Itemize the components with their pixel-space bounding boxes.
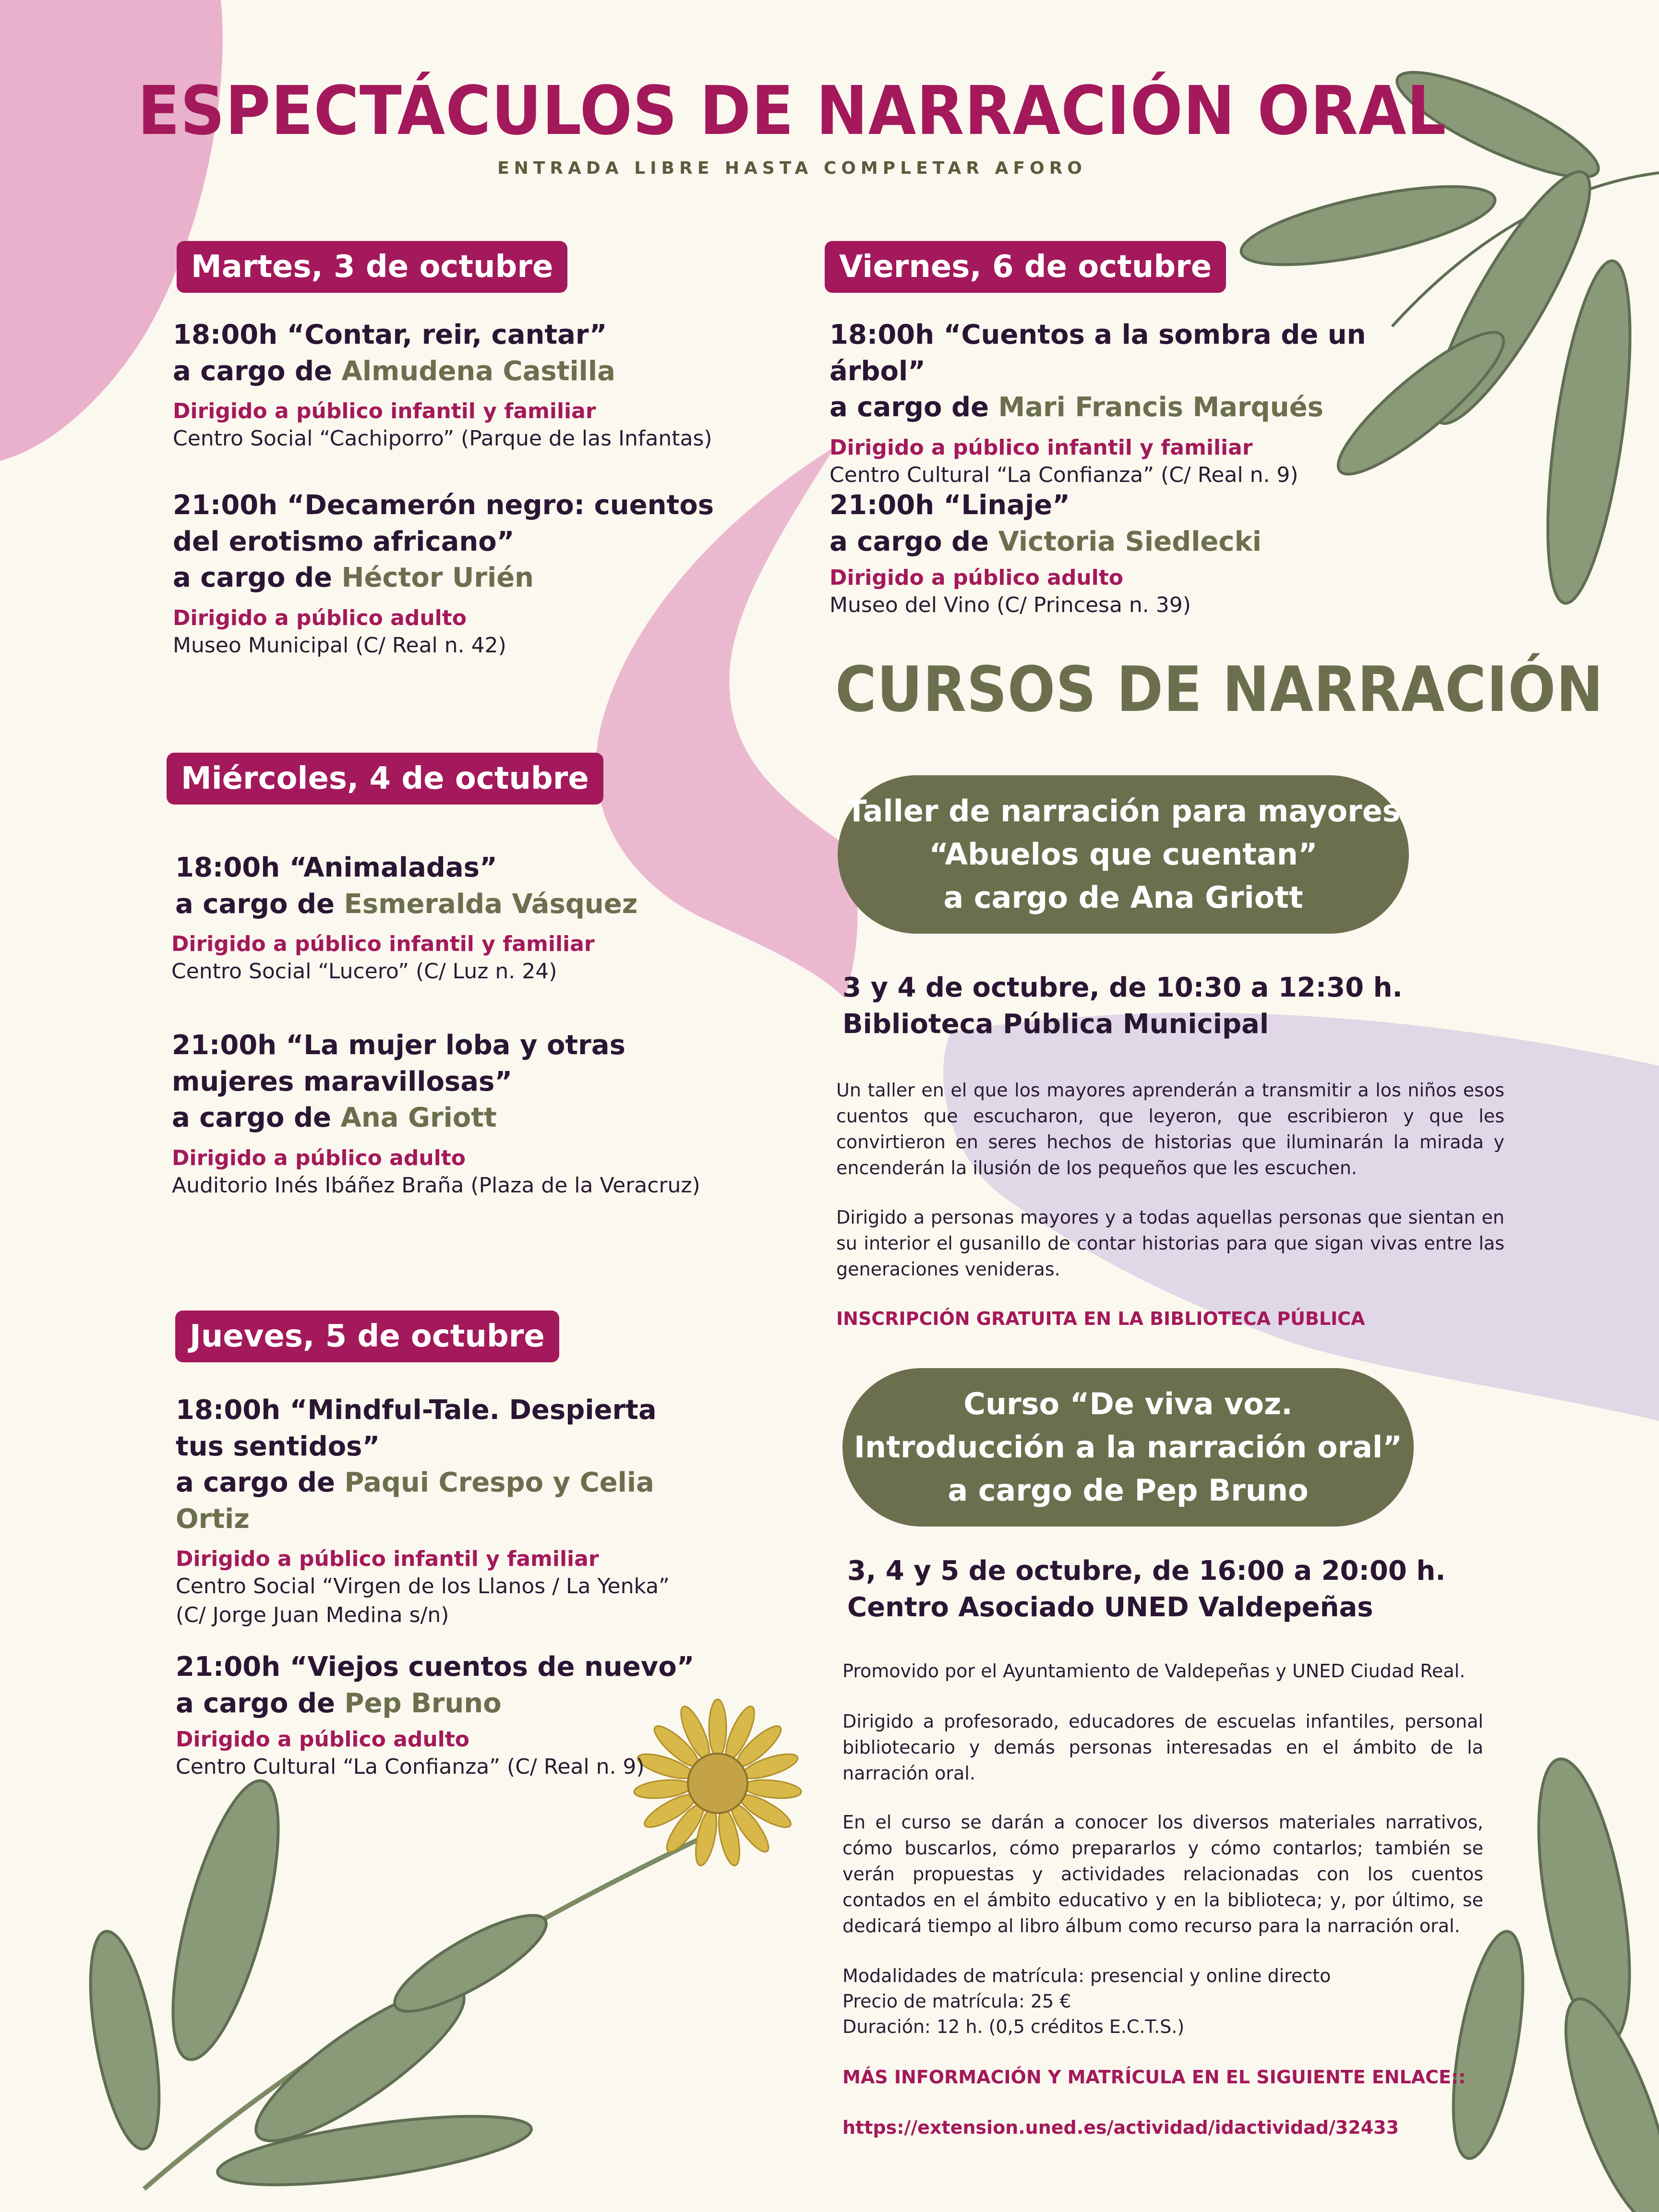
curso-more-info: MÁS INFORMACIÓN Y MATRÍCULA EN EL SIGUIENTE ENLACE:: <box>842 2067 1466 2088</box>
day-badge-viernes: Viernes, 6 de octubre <box>825 241 1226 293</box>
event-time-title: 21:00h “Linaje” <box>830 490 1070 521</box>
event-place: Centro Cultural “La Confianza” (C/ Real n. 9) <box>176 1755 645 1779</box>
taller-description: Un taller en el que los mayores aprenderán a transmitir a los niños esos cuentos que escucharon, que leyeron, que escribieron y que les convirtieron en seres hechos de historias que iluminarán la mirada y encenderán la ilusión de los pequeños que les escuchen. <box>836 1080 1504 1178</box>
event-time-title: 18:00h “Contar, reir, cantar” <box>173 319 607 350</box>
curso-modalidades: Modalidades de matrícula: presencial y online directo <box>842 1965 1331 1986</box>
event-performer: Mari Francis Marqués <box>998 392 1323 423</box>
event-performer-line: a cargo de Héctor Urién <box>173 562 534 594</box>
event-performer: Ana Griott <box>340 1102 497 1134</box>
event-audience: Dirigido a público adulto <box>830 565 1123 590</box>
event-performer: Héctor Urién <box>341 562 534 594</box>
plant-bottom-left <box>77 1771 710 2199</box>
event-performer-line: a cargo de Pep Bruno <box>176 1687 502 1719</box>
event-jueves-1800 <box>176 1392 713 1629</box>
event-performer-line: a cargo de Paqui Crespo y Celia Ortiz <box>176 1467 654 1535</box>
event-audience: Dirigido a público adulto <box>176 1727 469 1752</box>
event-audience: Dirigido a público infantil y familiar <box>830 435 1253 460</box>
event-martes-1800 <box>173 317 749 453</box>
event-viernes-2100 <box>830 487 1454 620</box>
taller-pill-line-3: a cargo de Ana Griott <box>943 879 1303 915</box>
event-place: Auditorio Inés Ibáñez Braña (Plaza de la Veracruz) <box>172 1173 700 1198</box>
curso-details <box>842 1963 1483 2040</box>
event-place: Centro Cultural “La Confianza” (C/ Real n. 9) <box>830 462 1298 487</box>
curso-audience: Dirigido a profesorado, educadores de escuelas infantiles, personal bibliotecario y demás personas interesadas en el ámbito de la narración oral. <box>842 1711 1483 1784</box>
event-place: Centro Social “Lucero” (C/ Luz n. 24) <box>171 959 557 984</box>
curso-when: 3, 4 y 5 de octubre, de 16:00 a 20:00 h. <box>847 1555 1446 1587</box>
curso-pill <box>842 1368 1414 1527</box>
curso-schedule <box>847 1553 1445 1625</box>
event-time-title: 21:00h “Viejos cuentos de nuevo” <box>176 1651 695 1683</box>
event-performer-line: a cargo de Mari Francis Marqués <box>830 392 1323 423</box>
event-performer-line: a cargo de Esmeralda Vásquez <box>175 888 638 920</box>
event-performer-line: a cargo de Victoria Siedlecki <box>830 526 1262 557</box>
event-audience: Dirigido a público adulto <box>172 1145 466 1170</box>
taller-where: Biblioteca Pública Municipal <box>842 1008 1269 1040</box>
taller-signup: INSCRIPCIÓN GRATUITA EN LA BIBLIOTECA PÚBLICA <box>836 1308 1365 1329</box>
event-time-title: 21:00h “La mujer loba y otras mujeres maravillosas” <box>172 1030 625 1097</box>
curso-link[interactable]: https://extension.uned.es/actividad/idactividad/32433 <box>842 2117 1399 2138</box>
event-place: Museo del Vino (C/ Princesa n. 39) <box>830 593 1191 618</box>
day-badge-jueves: Jueves, 5 de octubre <box>175 1310 559 1362</box>
page-title: ESPECTÁCULOS DE NARRACIÓN ORAL <box>137 72 1447 150</box>
event-audience: Dirigido a público infantil y familiar <box>171 932 595 957</box>
event-performer: Paqui Crespo y Celia Ortiz <box>176 1467 654 1535</box>
event-performer: Pep Bruno <box>344 1687 502 1719</box>
event-viernes-1800 <box>830 317 1454 489</box>
curso-where: Centro Asociado UNED Valdepeñas <box>847 1591 1373 1623</box>
event-performer-line: a cargo de Almudena Castilla <box>173 355 615 387</box>
curso-precio: Precio de matrícula: 25 € <box>842 1991 1071 2012</box>
event-time-title: 18:00h “Mindful-Tale. Despierta tus sentidos” <box>176 1395 657 1462</box>
event-jueves-2100 <box>176 1649 752 1781</box>
curso-description: En el curso se darán a conocer los diversos materiales narrativos, cómo buscarlos, cómo prepararlos y cómo contarlos; también se verán propuestas y actividades relacionadas con los cuentos contados en el ámbito educativo y en la biblioteca; y, por último, se dedicará tiempo al libro álbum como recurso para la narración oral. <box>842 1812 1483 1936</box>
event-miercoles-1800 <box>171 850 751 986</box>
taller-pill-line-1: Taller de narración para mayores <box>846 793 1400 829</box>
curso-promoter: Promovido por el Ayuntamiento de Valdepeñas y UNED Ciudad Real. <box>842 1660 1466 1682</box>
curso-duracion: Duración: 12 h. (0,5 créditos E.C.T.S.) <box>842 2016 1185 2038</box>
event-audience: Dirigido a público infantil y familiar <box>176 1547 599 1572</box>
event-performer-line: a cargo de Ana Griott <box>172 1102 497 1134</box>
event-miercoles-2100 <box>172 1027 729 1200</box>
taller-when: 3 y 4 de octubre, de 10:30 a 12:30 h. <box>842 972 1403 1003</box>
event-time-title: 21:00h “Decamerón negro: cuentos del erotismo africano” <box>173 490 714 557</box>
event-performer: Esmeralda Vásquez <box>344 888 638 920</box>
event-place: Museo Municipal (C/ Real n. 42) <box>173 633 506 658</box>
curso-pill-line-2: Introducción a la narración oral” <box>854 1430 1402 1465</box>
taller-pill-line-2: “Abuelos que cuentan” <box>929 837 1318 872</box>
event-performer: Almudena Castilla <box>341 355 615 387</box>
event-audience: Dirigido a público infantil y familiar <box>173 399 596 424</box>
day-badge-miercoles: Miércoles, 4 de octubre <box>167 753 603 805</box>
event-martes-2100 <box>173 487 730 660</box>
curso-pill-line-3: a cargo de Pep Bruno <box>948 1472 1309 1508</box>
event-audience: Dirigido a público adulto <box>173 605 467 630</box>
taller-audience: Dirigido a personas mayores y a todas aquellas personas que sientan en su interior el gusanillo de contar historias para que sigan vivas entre las generaciones venideras. <box>836 1207 1504 1280</box>
event-place: Centro Social “Cachiporro” (Parque de las Infantas) <box>173 426 712 451</box>
taller-schedule <box>842 970 1403 1042</box>
curso-pill-line-1: Curso “De viva voz. <box>963 1386 1293 1422</box>
page-subtitle: ENTRADA LIBRE HASTA COMPLETAR AFORO <box>497 158 1087 178</box>
taller-pill <box>838 775 1409 934</box>
event-time-title: 18:00h “Animaladas” <box>175 852 497 883</box>
day-badge-martes: Martes, 3 de octubre <box>177 241 567 293</box>
event-place: Centro Social “Virgen de los Llanos / La Yenka” (C/ Jorge Juan Medina s/n) <box>176 1574 670 1627</box>
event-performer: Victoria Siedlecki <box>998 526 1262 557</box>
courses-title: CURSOS DE NARRACIÓN <box>835 653 1604 726</box>
event-time-title: 18:00h “Cuentos a la sombra de un árbol” <box>830 319 1366 387</box>
